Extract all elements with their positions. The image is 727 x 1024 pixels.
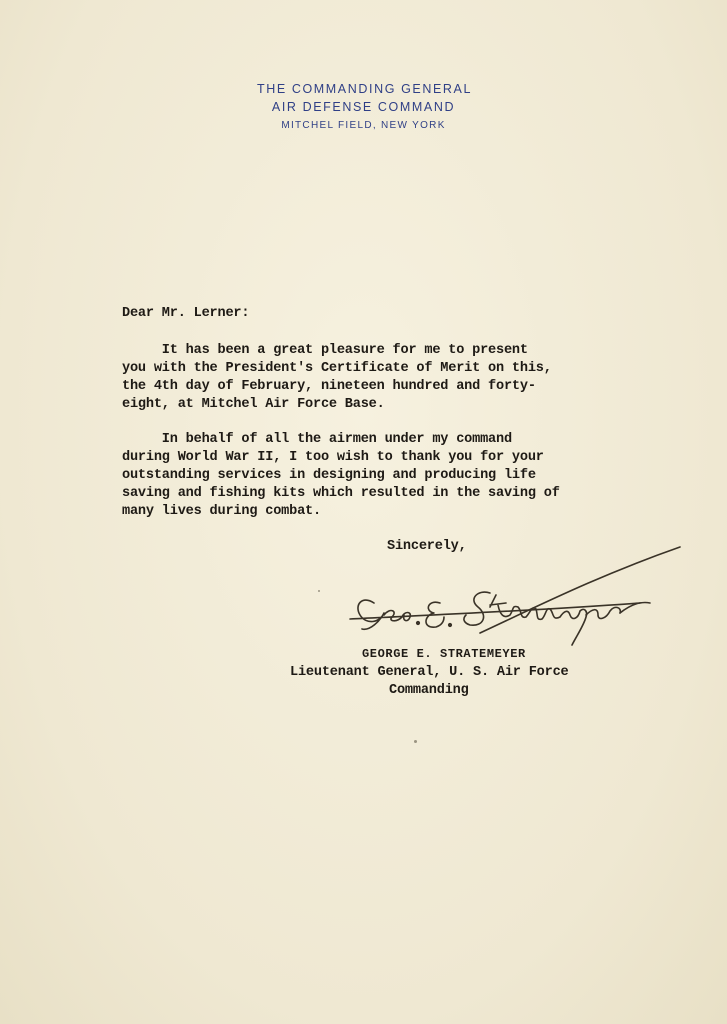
paper-speck [414, 740, 417, 743]
salutation: Dear Mr. Lerner: [122, 306, 250, 321]
body-paragraph-2: In behalf of all the airmen under my command during World War II, I too wish to thank you for your outstanding services in designing and producing life saving and fishing kits which resulted in the saving of many lives during combat. [122, 432, 560, 519]
letterhead-location: MITCHEL FIELD, NEW YORK [281, 120, 446, 131]
closing: Sincerely, [387, 539, 467, 554]
signer-title: Lieutenant General, U. S. Air Force [290, 665, 569, 680]
letterhead [0, 80, 727, 135]
handwritten-signature [340, 545, 690, 655]
letterhead-command: AIR DEFENSE COMMAND [271, 100, 456, 114]
signer-role: Commanding [389, 683, 469, 698]
body-paragraph-1: It has been a great pleasure for me to present you with the President's Certificate of Merit on this, the 4th day of February, nineteen hundred and forty- eight, at Mitchel Air Force Base. [122, 343, 552, 412]
paper-speck [318, 590, 320, 592]
letterhead-title: THE COMMANDING GENERAL [256, 82, 473, 96]
signer-name: GEORGE E. STRATEMEYER [362, 647, 526, 661]
